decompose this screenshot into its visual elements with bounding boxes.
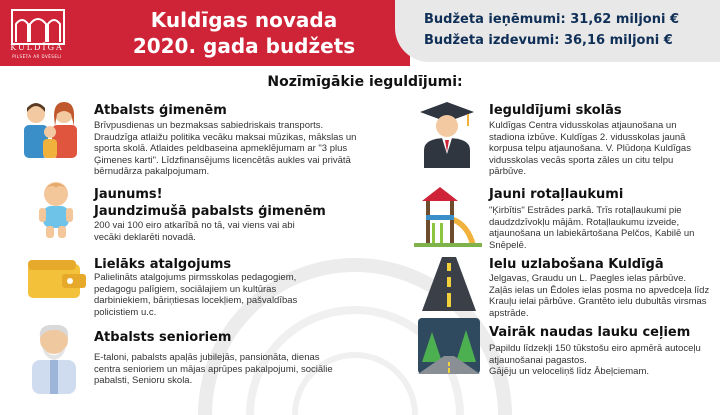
wallet-icon <box>26 258 88 300</box>
item-text-schools: Kuldīgas Centra vidusskolas atjaunošana un stadiona izbūve. Kuldīgas 2. vidusskolas jaunā korpusa telpu atjaunošana. V. Plūdoņa Kuldīgas vidusskolas vecās sporta zāles un citu telpu pārbūve. <box>489 120 691 177</box>
baby-icon <box>36 180 76 238</box>
family-icon <box>20 100 82 158</box>
item-text-rural-roads-2: Gājēju un veloceliņš līdz Ābeļciemam. <box>489 366 649 377</box>
logo-name: KULDĪGA <box>10 43 64 52</box>
item-title-baby-2: Jaundzimušā pabalsts ģimenēm <box>94 204 326 219</box>
item-text-rural-roads: Papildu līdzekļi 150 tūkstošu eiro apmērā autoceļu atjaunošanai pagastos. <box>489 343 701 366</box>
playground-icon <box>414 183 482 247</box>
item-text-family: Brīvpusdienas un bezmaksas sabiedriskais transports. Draudzīga atlaižu politika vecāku maksai mūzikas, mākslas un sporta skolā. Atlaides peldbaseina apmeklējumam ar "3 plus Ģimenes karti". Līdzfinansējums licencētās aukles vai privātā bērnudārza pakalpojumam. <box>94 120 357 177</box>
page-title-line2: 2020. gada budžets <box>132 34 356 58</box>
item-title-family: Atbalsts ģimenēm <box>94 103 227 118</box>
logo-tagline: PILSĒTA AR DVĒSELI <box>12 54 62 59</box>
item-title-playgrounds: Jauni rotaļlaukumi <box>489 187 624 202</box>
budget-panel <box>395 0 720 62</box>
budget-income: Budžeta ieņēmumi: 31,62 miljoni € <box>424 12 680 27</box>
item-title-schools: Ieguldījumi skolās <box>489 103 622 118</box>
item-text-streets: Jelgavas, Graudu un L. Paegles ielas pārbūve. Zaļās ielas un Ēdoles ielas posma no apvedceļa līdz Krauļu ielai pārbūve. Grantēto ielu dubultās virsmas apstrāde. <box>489 273 710 319</box>
item-title-seniors: Atbalsts senioriem <box>94 330 232 345</box>
road-icon <box>420 255 478 311</box>
graduate-icon <box>418 100 476 168</box>
item-text-baby: 200 vai 100 eiro atkarībā no tā, vai viens vai abi vecāki deklarēti novadā. <box>94 220 295 243</box>
item-text-seniors: E-taloni, pabalsts apaļās jubilejās, pansionāta, dienas centra senioriem un mājas aprūpes pakalpojumi, sociālie pabalsti, Senioru skola. <box>94 352 333 386</box>
forest-road-icon <box>418 318 480 374</box>
item-title-streets: Ielu uzlabošana Kuldīgā <box>489 257 664 272</box>
section-title: Nozīmīgākie ieguldījumi: <box>267 74 463 90</box>
item-title-rural-roads: Vairāk naudas lauku ceļiem <box>489 325 691 340</box>
item-text-playgrounds: "Ķirbītis" Estrādes parkā. Trīs rotaļlaukumi pie daudzdzīvokļu mājām. Rotaļlaukumu izveide, atjaunošana un labiekārtošana Pelčos, Kabilē un Snēpelē. <box>489 205 695 251</box>
item-text-salary: Palielināts atalgojums pirmsskolas pedagogiem, pedagogu palīgiem, sociālajiem un kultūras darbiniekiem, bāriņtiesas locekļiem, pašvaldības policistiem u.c. <box>94 272 298 318</box>
page-title-line1: Kuldīgas novada <box>150 8 338 32</box>
item-title-baby: Jaunums! <box>94 187 163 202</box>
budget-expenses: Budžeta izdevumi: 36,16 miljoni € <box>424 33 673 48</box>
item-title-salary: Lielāks atalgojums <box>94 257 232 272</box>
senior-icon <box>28 322 80 394</box>
